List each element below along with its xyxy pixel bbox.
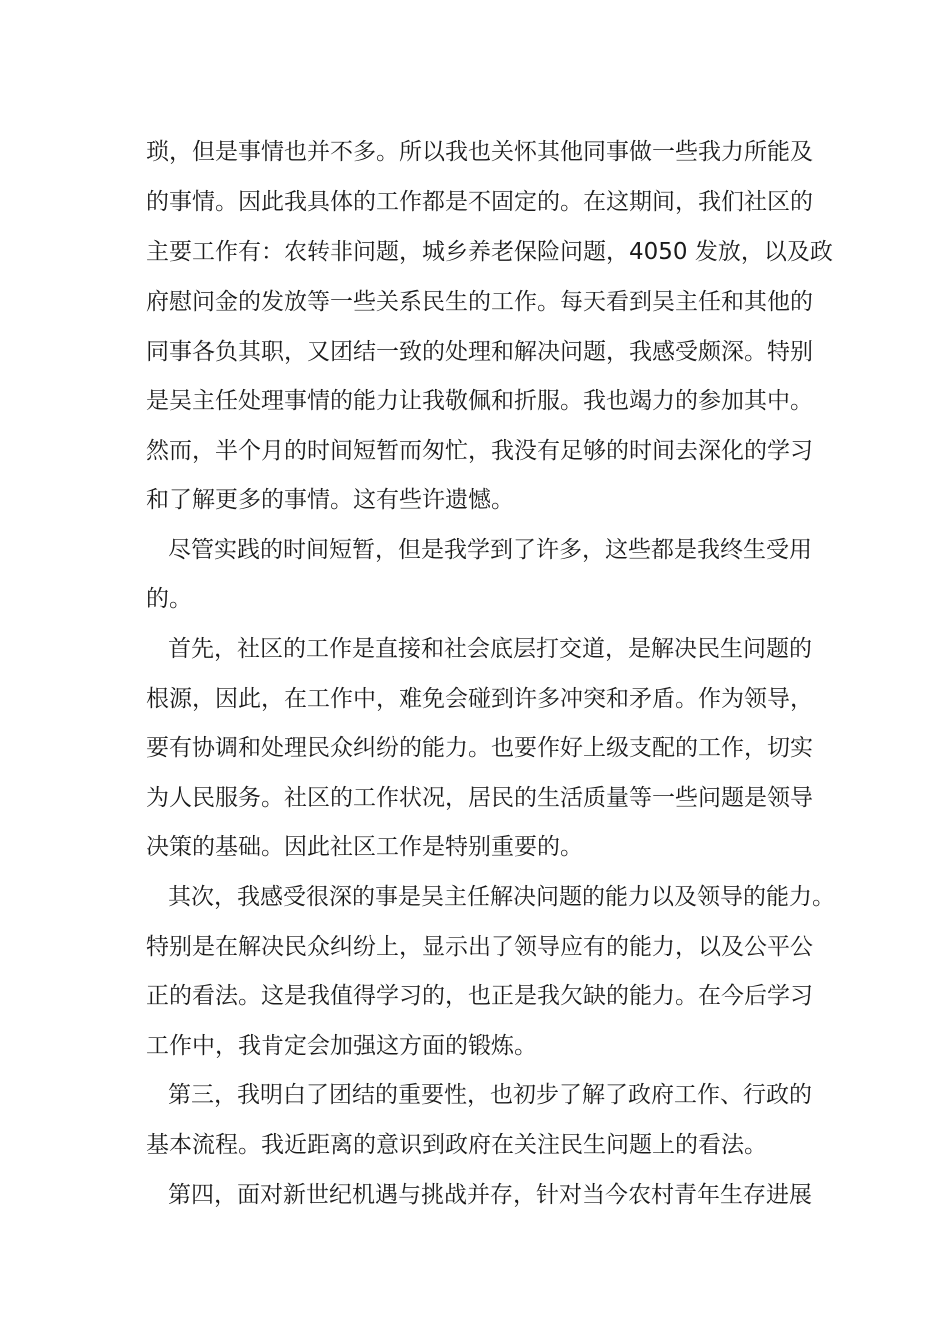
- text-line: 决策的基础。因此社区工作是特别重要的。: [146, 834, 583, 860]
- text-line: 要有协调和处理民众纠纷的能力。也要作好上级支配的工作，切实: [146, 735, 813, 761]
- text-line: 基本流程。我近距离的意识到政府在关注民生问题上的看法。: [146, 1132, 767, 1158]
- text-line: 府慰问金的发放等一些关系民生的工作。每天看到吴主任和其他的: [146, 289, 813, 315]
- text-line: 琐，但是事情也并不多。所以我也关怀其他同事做一些我力所能及: [146, 139, 813, 165]
- text-line: 主要工作有：农转非问题，城乡养老保险问题，4050 发放，以及政: [146, 239, 833, 265]
- text-line: 的事情。因此我具体的工作都是不固定的。在这期间，我们社区的: [146, 189, 813, 215]
- text-line: 特别是在解决民众纠纷上，显示出了领导应有的能力，以及公平公: [146, 934, 813, 960]
- paragraph-first-line: 首先，社区的工作是直接和社会底层打交道，是解决民生问题的: [168, 636, 812, 662]
- text-line: 的。: [146, 586, 192, 612]
- text-line: 同事各负其职，又团结一致的处理和解决问题，我感受颇深。特别: [146, 339, 813, 365]
- text-line: 是吴主任处理事情的能力让我敬佩和折服。我也竭力的参加其中。: [146, 388, 813, 414]
- paragraph-first-line: 其次，我感受很深的事是吴主任解决问题的能力以及领导的能力。: [168, 884, 835, 910]
- text-line: 为人民服务。社区的工作状况，居民的生活质量等一些问题是领导: [146, 785, 813, 811]
- paragraph-first-line: 尽管实践的时间短暂，但是我学到了许多，这些都是我终生受用: [168, 537, 812, 563]
- paragraph-first-line: 第三，我明白了团结的重要性，也初步了解了政府工作、行政的: [168, 1082, 812, 1108]
- text-line: 根源，因此，在工作中，难免会碰到许多冲突和矛盾。作为领导，: [146, 686, 813, 712]
- text-line: 然而，半个月的时间短暂而匆忙，我没有足够的时间去深化的学习: [146, 438, 813, 464]
- text-line: 和了解更多的事情。这有些许遗憾。: [146, 487, 514, 513]
- text-line: 工作中，我肯定会加强这方面的锻炼。: [146, 1033, 537, 1059]
- text-line: 正的看法。这是我值得学习的，也正是我欠缺的能力。在今后学习: [146, 983, 813, 1009]
- paragraph-first-line: 第四，面对新世纪机遇与挑战并存，针对当今农村青年生存进展: [168, 1182, 812, 1208]
